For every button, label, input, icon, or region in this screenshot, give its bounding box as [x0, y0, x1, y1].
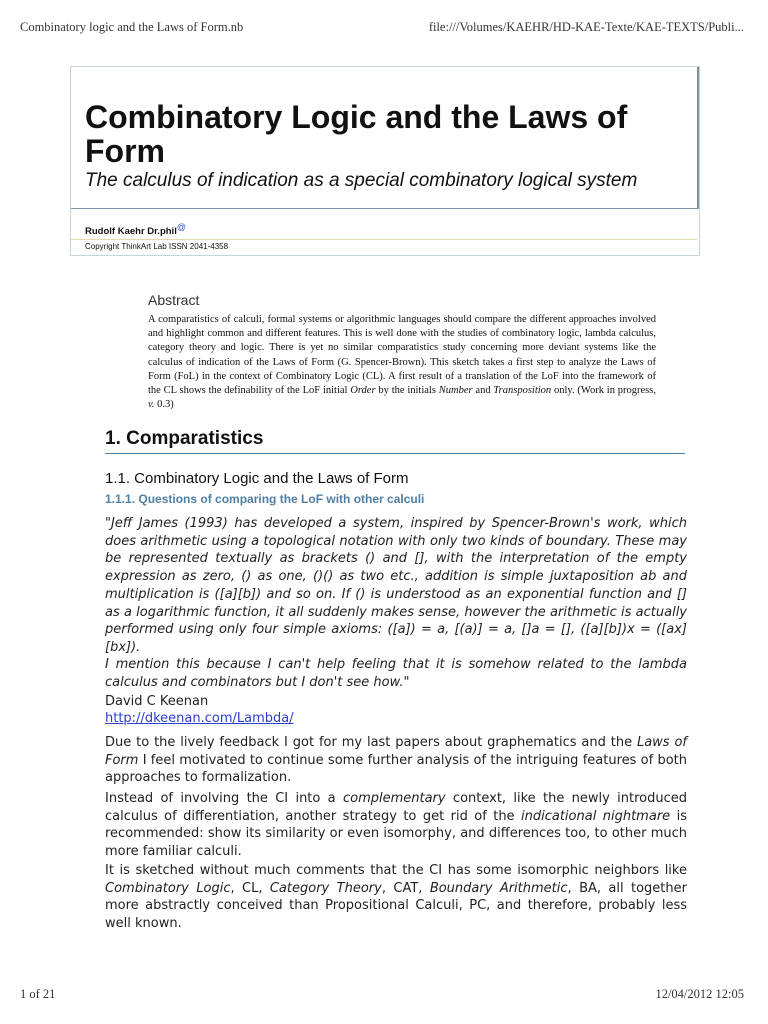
quote-source-link[interactable]: http://dkeenan.com/Lambda/ [105, 711, 294, 726]
section-divider [105, 453, 685, 454]
author-email-link[interactable]: @ [176, 222, 186, 232]
abstract-text: A comparatistics of calculi, formal systems or algorithmic languages should compare the different approaches involved and highlight common and different features. This is well done with the studies of combinatory logic, lambda calculus, category theory and logic. There is yet no similar comparatistics study concerning more deviant systems like the calculus of indication of the Laws of Form (G. Spencer-Brown). This sketch takes a first step to analyze the Laws of Form (FoL) in the context of Combinatory Logic (CL). A first result of a translation of the LoF into the framework of the CL shows the definability of the LoF initial Order by the initials Number and Transposition only. (Work in progress, v. 0.3) [148, 314, 656, 411]
section-heading: 1. Comparatistics [105, 428, 264, 449]
copyright-row [71, 239, 697, 255]
document-subtitle: The calculus of indication as a special combinatory logical system [85, 170, 638, 191]
page-number: 1 of 21 [20, 987, 56, 1001]
author-name: Rudolf Kaehr Dr.phil [85, 226, 177, 238]
print-header-title: Combinatory logic and the Laws of Form.nb [20, 20, 244, 34]
print-header-path: file:///Volumes/KAEHR/HD-KAE-Texte/KAE-TEXTS/Publi... [428, 20, 744, 34]
print-timestamp: 12/04/2012 12:05 [655, 987, 744, 1001]
title-block [70, 66, 700, 256]
quote-author: David C Keenan [105, 694, 209, 709]
body-paragraph-2: Instead of involving the CI into a complementary context, like the newly introduced calculus of differentiation, another strategy to get rid of the indicational nightmare is recommended: show its similarity or even isomorphy, and differences too, to other much more familiar calculi. [105, 791, 687, 860]
body-paragraph-3: It is sketched without much comments that the CI has some isomorphic neighbors like Combinatory Logic, CL, Category Theory, CAT, Boundary Arithmetic, BA, all together more abstractly conceived than Propositional Calculi, PC, and therefore, probably less well known. [105, 863, 687, 932]
quote-paragraph-2: I mention this because I can't help feeling that it is somehow related to the lambda calculus and combinators but I don't see how." [105, 657, 687, 690]
title-panel [71, 67, 699, 209]
abstract-heading: Abstract [148, 292, 200, 308]
copyright-text: Copyright ThinkArt Lab ISSN 2041-4358 [85, 242, 229, 251]
author-line [85, 222, 186, 237]
subsection-heading: 1.1. Combinatory Logic and the Laws of Form [105, 470, 409, 487]
quote-paragraph-1: "Jeff James (1993) has developed a system, inspired by Spencer-Brown's work, which does arithmetic using a topological notation with only two kinds of boundary. These may be represented textually as brackets () and [], with the interpretation of the empty expression as zero, () as one, ()() as two etc., addition is simple juxtaposition ab and multiplication is ([a][b]) and so on. If () is understood as an exponential function and [] as a logarithmic function, it all suddenly makes sense, however the arithmetic is actually performed using only four simple axioms: ([a]) = a, [(a)] = a, []a = [], ([a][b])x = ([ax][bx]). [105, 516, 687, 655]
body-paragraph-1: Due to the lively feedback I got for my last papers about graphematics and the Laws of Form I feel motivated to continue some further analysis of the intriguing features of both approaches to formalization. [105, 735, 687, 786]
subsubsection-heading: 1.1.1. Questions of comparing the LoF with other calculi [105, 492, 425, 506]
document-title: Combinatory Logic and the Laws of Form [85, 99, 628, 169]
